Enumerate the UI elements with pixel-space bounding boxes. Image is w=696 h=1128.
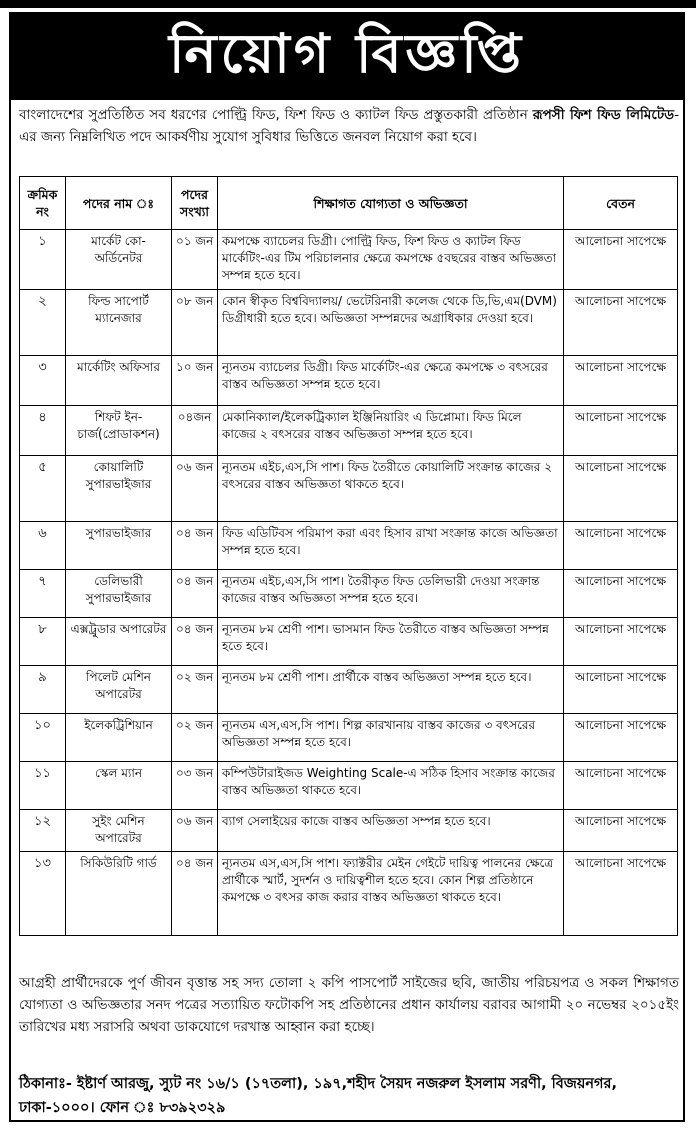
cell-qualification: ন্যূনতম এইচ,এস,সি পাশ। তৈরীকৃত ফিড ডেলিভারী দেওয়া সংক্রান্ত কাজের বাস্তব অভিজ্ঞতা সম্পন্ন হতে হবে। — [218, 570, 564, 618]
cell-post-count: ১০ জন — [172, 356, 218, 406]
table-row — [20, 852, 678, 936]
cell-serial: ৯ — [20, 666, 66, 714]
application-instructions: আগ্রহী প্রার্থীদেরকে পুর্ণ জীবন বৃত্তান্ত সহ সদ্য তোলা ২ কপি পাসপোর্ট সাইজের ছবি, জাতীয় পরিচয়পত্র ও সকল শিক্ষাগত যোগ্যতা ও অভিজ্ঞতার সনদ পত্রের সত্যায়িত ফটোকপি সহ প্রতিষ্ঠানের প্রধান কার্যালয় বরাবর আগামী ২০ নভেম্বর ২০১৫ইং তারিখের মধ্য সরাসরি অথবা ডাকযোগে দরখাস্ত আহ্বান করা হচ্ছে। — [19, 975, 679, 1035]
cell-qualification: কম্পিউটারাইজড Weighting Scale-এ সঠিক হিসাব সংক্রান্ত কাজের বাস্তব অভিজ্ঞতা থাকতে হবে। — [218, 762, 564, 810]
cell-post-count: ০৩ জন — [172, 762, 218, 810]
cell-post-count: ০৪ জন — [172, 522, 218, 570]
cell-salary: আলোচনা সাপেক্ষে — [564, 666, 678, 714]
table-row — [20, 762, 678, 810]
table-row — [20, 714, 678, 762]
cell-qualification: ফিড এডিটিবস পরিমাপ করা এবং হিসাব রাখা সংক্রান্ত কাজে অভিজ্ঞতা সম্পন্ন হতে হবে। — [218, 522, 564, 570]
cell-post-count: ০৬ জন — [172, 456, 218, 522]
cell-serial: ৪ — [20, 406, 66, 456]
cell-qualification: ন্যূনতম ৮ম শ্রেণী পাশ। প্রার্থীকে বাস্তব অভিজ্ঞতা সম্পন্ন হতে হবে। — [218, 666, 564, 714]
cell-post-name: শিফট ইন-চার্জ(প্রোডাকশন) — [66, 406, 172, 456]
cell-salary: আলোচনা সাপেক্ষে — [564, 230, 678, 290]
cell-salary: আলোচনা সাপেক্ষে — [564, 290, 678, 356]
company-name: রূপসী ফিশ ফিড লিমিটেড — [532, 107, 675, 123]
table-row — [20, 666, 678, 714]
intro-paragraph — [19, 104, 679, 148]
cell-qualification: কোন স্বীকৃত বিশ্ববিদ্যালয়/ ভেটেরিনারী কলেজ থেকে ডি,ভি,এম(DVM) ডিগ্রীধারী হতে হবে। অভিজ্ঞতা সম্পন্নদের অগ্রাধিকার দেওয়া হবে। — [218, 290, 564, 356]
cell-post-name: পিলেট মেশিন অপারেটর — [66, 666, 172, 714]
cell-post-count: ০৬ জন — [172, 810, 218, 852]
cell-salary: আলোচনা সাপেক্ষে — [564, 406, 678, 456]
column-header-post: পদের নাম ঃ — [66, 177, 172, 230]
cell-serial: ১১ — [20, 762, 66, 810]
cell-post-name: সিকিউরিটি গার্ড — [66, 852, 172, 936]
cell-salary: আলোচনা সাপেক্ষে — [564, 714, 678, 762]
cell-qualification: ব্যাগ সেলাইয়ের কাজে বাস্তব অভিজ্ঞতা সম্পন্ন হতে হবে। — [218, 810, 564, 852]
cell-serial: ১ — [20, 230, 66, 290]
table-row — [20, 522, 678, 570]
title-banner — [11, 14, 683, 100]
column-header-serial: ক্রমিক নং — [20, 177, 66, 230]
table-row — [20, 356, 678, 406]
cell-post-count: ০১ জন — [172, 230, 218, 290]
cell-qualification: ন্যূনতম ব্যাচেলর ডিগ্রী। ফিড মার্কেটিং-এর ক্ষেত্রে কমপক্ষে ৩ বৎসরের বাস্তব অভিজ্ঞতা সম্পন্ন হতে হবে। — [218, 356, 564, 406]
cell-post-count: ০৪জন — [172, 406, 218, 456]
cell-post-name: স্কেল ম্যান — [66, 762, 172, 810]
job-positions-table — [19, 176, 678, 936]
cell-serial: ৩ — [20, 356, 66, 406]
table-row — [20, 570, 678, 618]
cell-serial: ১০ — [20, 714, 66, 762]
cell-post-count: ০২ জন — [172, 714, 218, 762]
cell-post-name: ইলেকট্রিশিয়ান — [66, 714, 172, 762]
cell-post-count: ০২ জন — [172, 666, 218, 714]
advertisement-frame — [9, 12, 685, 1122]
cell-serial: ১৩ — [20, 852, 66, 936]
intro-text-start: বাংলাদেশের সুপ্রতিষ্ঠিত সব ধরণের পোল্ট্রি ফিড, ফিশ ফিড ও ক্যাটল ফিড প্রস্তুতকারী প্রতিষ্ঠান — [19, 107, 533, 123]
intro-text-end: -এর জন্য নিম্নলিখিত পদে আকর্ষণীয় সুযোগ সুবিধার ভিত্তিতে জনবল নিয়োগ করা হবে। — [19, 107, 679, 145]
cell-post-name: এক্সট্রুডার অপারেটর — [66, 618, 172, 666]
office-address: ঠিকানাঃ- ইষ্টার্ণ আরজু, স্যুট নং ১৬/১ (১৭তলা), ১৯৭,শহীদ সৈয়দ নজরুল ইসলাম সরণী, বিজয়নগর, ঢাকা-১০০০। ফোন ঃ ৮৩৯২৩২৯ — [19, 1076, 618, 1116]
table-row — [20, 406, 678, 456]
cell-salary: আলোচনা সাপেক্ষে — [564, 522, 678, 570]
table-row — [20, 290, 678, 356]
cell-salary: আলোচনা সাপেক্ষে — [564, 618, 678, 666]
column-header-salary: বেতন — [564, 177, 678, 230]
cell-qualification: ন্যূনতম এস,এস,সি পাশ। ফ্যাক্টরীর মেইন গেইটে দায়িত্ব পালনের ক্ষেত্রে প্রার্থীকে স্মার্ট, সুদর্শন ও দায়িত্বশীল হতে হবে। কোন শিল্প প্রতিষ্ঠানে কমপক্ষে ৩ বৎসর কাজ করার বাস্তব অভিজ্ঞতা থাকতে হবে। — [218, 852, 564, 936]
table-row — [20, 810, 678, 852]
cell-serial: ৮ — [20, 618, 66, 666]
cell-salary: আলোচনা সাপেক্ষে — [564, 456, 678, 522]
cell-serial: ৬ — [20, 522, 66, 570]
table-header-row — [20, 177, 678, 230]
cell-serial: ৭ — [20, 570, 66, 618]
cell-serial: ২ — [20, 290, 66, 356]
cell-post-name: কোয়ালিটি সুপারভাইজার — [66, 456, 172, 522]
cell-post-count: ০৪ জন — [172, 570, 218, 618]
table-row — [20, 618, 678, 666]
cell-post-name: মার্কেটিং অফিসার — [66, 356, 172, 406]
cell-post-name: ডেলিভারী সুপারভাইজার — [66, 570, 172, 618]
cell-salary: আলোচনা সাপেক্ষে — [564, 570, 678, 618]
cell-salary: আলোচনা সাপেক্ষে — [564, 356, 678, 406]
top-cropped-strip — [0, 0, 696, 8]
cell-qualification: ন্যূনতম ৮ম শ্রেণী পাশ। ভাসমান ফিড তৈরীতে বাস্তব অভিজ্ঞতা সম্পন্ন হতে হবে। — [218, 618, 564, 666]
cell-serial: ১২ — [20, 810, 66, 852]
cell-qualification: মেকানিক্যাল/ইলেকট্রিক্যাল ইঞ্জিনিয়ারিং এ ডিপ্লোমা। ফিড মিলে কাজের ২ বৎসরের বাস্তব অভিজ্ঞতা সম্পন্ন হতে হবে। — [218, 406, 564, 456]
cell-salary: আলোচনা সাপেক্ষে — [564, 762, 678, 810]
column-header-count: পদের সংখ্যা — [172, 177, 218, 230]
cell-qualification: ন্যূনতম এস,এস,সি পাশ। শিল্প কারখানায় বাস্তব কাজের ৩ বৎসরের অভিজ্ঞতা সম্পন্ন হতে হবে। — [218, 714, 564, 762]
cell-post-name: ফিল্ড সাপোর্ট ম্যানেজার — [66, 290, 172, 356]
cell-salary: আলোচনা সাপেক্ষে — [564, 810, 678, 852]
table-row — [20, 456, 678, 522]
table-row — [20, 230, 678, 290]
cell-qualification: ন্যূনতম এইচ,এস,সি পাশ। ফিড তৈরীতে কোয়ালিটি সংক্রান্ত কাজের ২ বৎসরের বাস্তব অভিজ্ঞতা থাকতে হবে। — [218, 456, 564, 522]
cell-post-name: সুইং মেশিন অপারেটর — [66, 810, 172, 852]
cell-post-count: ০৪ জন — [172, 618, 218, 666]
cell-post-name: মার্কেট কো-অর্ডিনেটর — [66, 230, 172, 290]
cell-post-count: ০৮ জন — [172, 290, 218, 356]
page-title: নিয়োগ বিজ্ঞপ্তি — [168, 21, 526, 85]
table-body — [20, 230, 678, 936]
cell-post-name: সুপারভাইজার — [66, 522, 172, 570]
cell-serial: ৫ — [20, 456, 66, 522]
cell-post-count: ০৪ জন — [172, 852, 218, 936]
cell-salary: আলোচনা সাপেক্ষে — [564, 852, 678, 936]
column-header-qualification: শিক্ষাগত যোগ্যতা ও অভিজ্ঞতা — [218, 177, 564, 230]
cell-qualification: কমপক্ষে ব্যাচেলর ডিগ্রী। পোল্ট্রি ফিড, ফিশ ফিড ও ক্যাটল ফিড মার্কেটিং-এর টিম পরিচালনার ক্ষেত্রে কমপক্ষে ৫বছরের বাস্তব অভিজ্ঞতা সম্পন্ন হতে হবে। — [218, 230, 564, 290]
